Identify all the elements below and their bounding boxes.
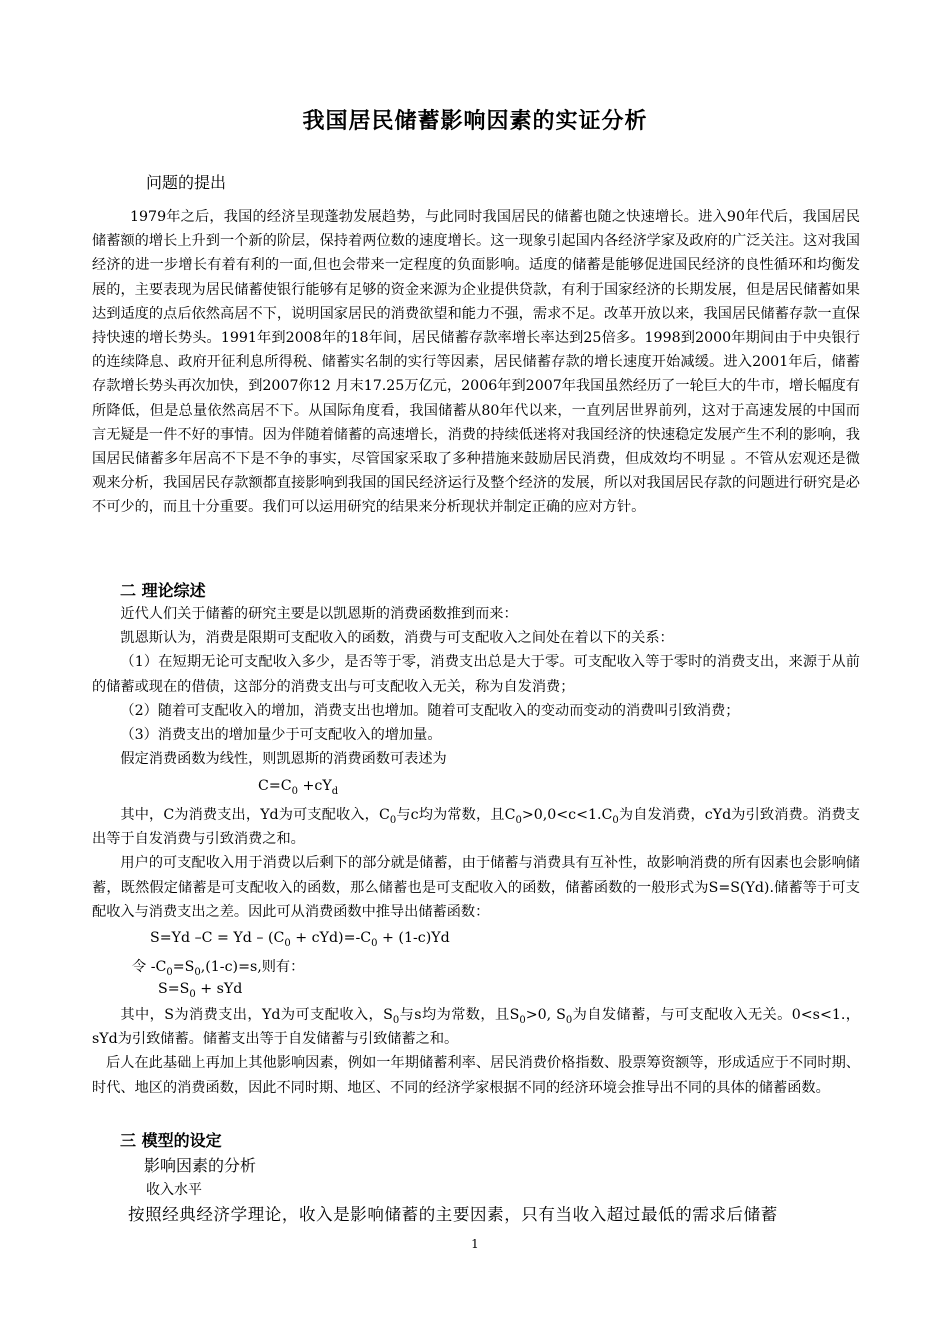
sd-text-b: 与s均为常数，且S [399,1007,520,1023]
savings-definition-paragraph [92,1003,860,1051]
later-research-paragraph: 后人在此基础上再加上其他影响因素，例如一年期储蓄利率、居民消费价格指数、股票筹资额等，形成适应于不同时期、时代、地区的消费函数，因此不同时期、地区、不同的经济学家根据不同的经济环境会推导出不同的具体的储蓄函数。 [92,1055,860,1096]
document-title: 我国居民储蓄影响因素的实证分析 [302,109,648,134]
intro-paragraph-block [92,205,860,520]
section-heading-2: 二 理论综述 [120,581,206,600]
formula1-part-b: +cY [297,778,332,794]
page-number: 1 [471,1237,479,1251]
definition-block [92,803,860,924]
def-sub-3: 0 [612,815,619,826]
subsection-income-level: 收入水平 [146,1182,202,1198]
subsection-factor-analysis: 影响因素的分析 [144,1156,257,1175]
f2-c: + (1-c)Yd [377,930,450,946]
f4-sub-1: 0 [189,989,196,1000]
theory-paragraph-2: 凯恩斯认为，消费是限期可支配收入的函数，消费与可支配收入之间处在着以下的关系： [120,630,674,647]
sd-sub-2: 0 [519,1015,526,1026]
f2-a: S=Yd –C = Yd – (C [150,930,285,946]
f3-sub-1: 0 [166,967,173,978]
income-paragraph: 按照经典经济学理论，收入是影响储蓄的主要因素，只有当收入超过最低的需求后储蓄 [128,1205,778,1224]
savings-formula-1 [150,930,450,949]
def-text-d: 为自发消费，cYd为引致消费。消费支出等于自发消费与引致消费之和。 [92,807,860,848]
savings-derivation-paragraph: 用户的可支配收入用于消费以后剩下的部分就是储蓄，由于储蓄与消费具有互补性，故影响消费的所有因素也会影响储蓄，既然假定储蓄是可支配收入的函数，那么储蓄也是可支配收入的函数，储蓄函数的一般形式为S=S(Yd).储蓄等于可支配收入与消费支出之差。因此可从消费函数中推导出储蓄函数： [92,855,860,920]
def-text-c: >0,0<c<1.C [521,807,613,823]
sd-sub-3: 0 [565,1015,573,1026]
f3-sub-2: 0 [194,967,201,978]
section-heading-1 [120,170,226,193]
f3-a: 令 -C [132,959,167,975]
f3-b: =S [172,959,195,975]
sd-text-a: 其中，S为消费支出，Yd为可支配收入，S [120,1007,393,1023]
f2-sub-2: 0 [371,938,378,949]
theory-paragraph-5: （3）消费支出的增加量少于可支配收入的增加量。 [120,727,442,744]
theory-block [92,602,860,771]
sd-text-d: 为自发储蓄，与可支配收入无关。0<s<1.，sYd为引致储蓄。储蓄支出等于自发储蓄与引致储蓄之和。 [92,1007,860,1048]
f3-c: ,(1-c)=s,则有： [200,959,305,975]
section-heading-3: 三 模型的设定 [120,1131,222,1150]
savings-formula-2 [132,956,304,976]
formula1-subscript-d: d [331,786,339,797]
savings-formula-3 [158,981,243,1000]
formula1-part-a: C=C [258,778,292,794]
f2-sub-1: 0 [284,938,291,949]
f4-a: S=S [158,981,190,997]
savings-definition-block [92,1003,860,1100]
sd-text-c: >0, S [525,1007,566,1023]
theory-paragraph-4: （2）随着可支配收入的增加，消费支出也增加。随着可支配收入的变动而变动的消费叫引致消费； [120,702,740,719]
section-heading-1-text: 问题的提出 [146,173,227,192]
f4-b: + sYd [195,981,243,997]
formula1-subscript-0: 0 [291,786,298,797]
theory-paragraph-6: 假定消费函数为线性，则凯恩斯的消费函数可表述为 [120,751,447,768]
consumption-function-formula [258,778,339,797]
theory-paragraph-3: （1）在短期无论可支配收入多少，是否等于零，消费支出总是大于零。可支配收入等于零时的消费支出，来源于从前的储蓄或现在的借债，这部分的消费支出与可支配收入无关，称为自发消费； [92,654,860,695]
sd-sub-1: 0 [392,1015,400,1026]
def-sub-2: 0 [515,815,522,826]
theory-paragraph-1: 近代人们关于储蓄的研究主要是以凯恩斯的消费函数推到而来： [120,606,518,622]
def-text-a: 其中，C为消费支出，Yd为可支配收入，C [120,807,390,823]
def-sub-1: 0 [389,815,397,826]
def-text-b: 与c均为常数，且C [396,807,516,823]
definition-paragraph [92,803,860,851]
intro-paragraph: 1979年之后，我国的经济呈现蓬勃发展趋势，与此同时我国居民的储蓄也随之快速增长。进入90年代后，我国居民储蓄额的增长上升到一个新的阶层，保持着两位数的速度增长。这一现象引起国内各经济学家及政府的广泛关注。这对我国经济的进一步增长有着有利的一面,但也会带来一定程度的负面影响。适度的储蓄是能够促进国民经济的良性循环和均衡发展的，主要表现为居民储蓄使银行能够有足够的资金来源为企业提供贷款，有利于国家经济的长期发展，但是居民储蓄如果达到适度的点后依然高居不下，说明国家居民的消费欲望和能力不强，需求不足。改革开放以来，我国居民储蓄存款一直保持快速的增长势头。1991年到2008年的18年间，居民储蓄存款率增长率达到25倍多。1998到2000年期间由于中央银行的连续降息、政府开征利息所得税、储蓄实名制的实行等因素，居民储蓄存款的增长速度开始减缓。进入2001年后，储蓄存款增长势头再次加快，到2007你12 月末17.25万亿元，2006年到2007年我国虽然经历了一轮巨大的牛市，增长幅度有所降低，但是总量依然高居不下。从国际角度看，我国储蓄从80年代以来，一直列居世界前列，这对于高速发展的中国而言无疑是一件不好的事情。因为伴随着储蓄的高速增长，消费的持续低迷将对我国经济的快速稳定发展产生不利的影响，我国居民储蓄多年居高不下是不争的事实，尽管国家采取了多种措施来鼓励居民消费，但成效均不明显 。不管从宏观还是微观来分析，我国居民存款额都直接影响到我国的国民经济运行及整个经济的发展，所以对我国居民存款的问题进行研究是必不可少的，而且十分重要。我们可以运用研究的结果来分析现状并制定正确的应对方针。 [92,209,860,516]
f2-b: + cYd)=-C [290,930,372,946]
